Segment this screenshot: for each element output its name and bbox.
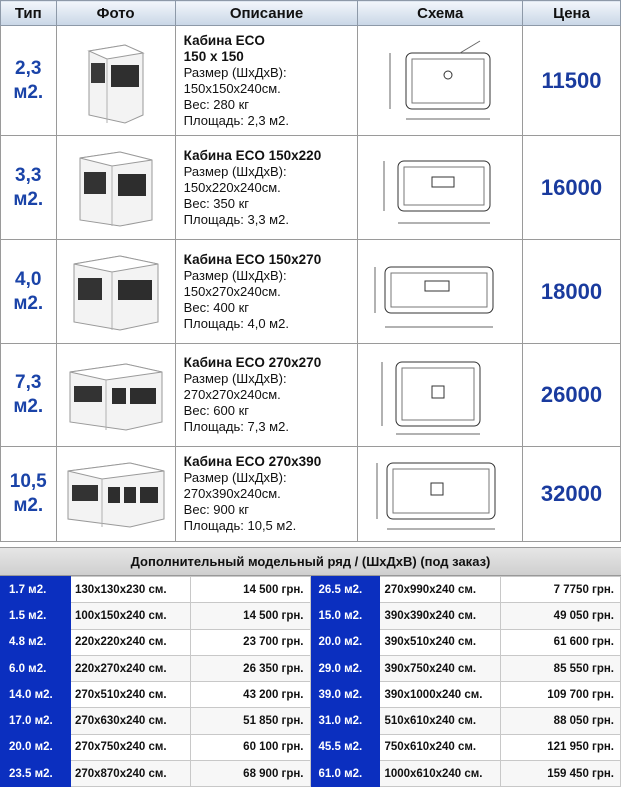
cabin-photo xyxy=(56,344,175,447)
cabin-name: Кабина ECO 150x220 xyxy=(183,147,322,163)
extra-price-left: 43 200 грн. xyxy=(191,682,310,708)
cabin-area-unit: м2. xyxy=(13,188,44,210)
cabin-area: 2,3 xyxy=(15,57,42,79)
extra-size-right: 1000x610x240 см. xyxy=(380,761,501,787)
header-scheme: Схема xyxy=(358,1,523,26)
cabin-row xyxy=(1,240,621,344)
cabin-photo xyxy=(56,447,175,542)
header-price: Цена xyxy=(523,1,621,26)
cabin-photo xyxy=(56,26,175,136)
floor-plan-diagram xyxy=(367,249,513,335)
header-photo: Фото xyxy=(56,1,175,26)
cabin-type xyxy=(1,26,57,136)
cabin-size: 270x390x240см. xyxy=(183,486,281,501)
cabin-row xyxy=(1,344,621,447)
extra-price-right: 49 050 грн. xyxy=(501,603,621,629)
cabin-price: 18000 xyxy=(523,240,621,344)
cabin-description xyxy=(175,240,358,344)
cabin-row xyxy=(1,26,621,136)
extra-price-right: 85 550 грн. xyxy=(501,655,621,681)
extra-area-left: 17.0 м2. xyxy=(1,708,71,734)
extra-area-left: 4.8 м2. xyxy=(1,629,71,655)
cabin-name: Кабина ECO 150x270 xyxy=(183,251,322,267)
catalog-header-row xyxy=(1,1,621,26)
cabin-photo-image xyxy=(70,252,162,332)
extra-size-left: 270x510x240 см. xyxy=(70,682,190,708)
cabin-scheme xyxy=(358,26,523,136)
header-description: Описание xyxy=(175,1,358,26)
cabin-description xyxy=(175,344,358,447)
extra-area-left: 1.5 м2. xyxy=(1,603,71,629)
extra-price-left: 26 350 грн. xyxy=(191,655,310,681)
extra-area-right: 20.0 м2. xyxy=(310,629,380,655)
cabin-area-unit: м2. xyxy=(13,495,44,516)
extra-size-left: 100x150x240 см. xyxy=(70,603,190,629)
cabin-photo-image xyxy=(64,459,168,529)
cabin-scheme xyxy=(358,344,523,447)
extra-size-right: 510x610x240 см. xyxy=(380,708,501,734)
cabin-type xyxy=(1,240,57,344)
cabin-area: 3,3 xyxy=(15,164,42,186)
extra-price-left: 60 100 грн. xyxy=(191,734,310,760)
extra-size-left: 270x630x240 см. xyxy=(70,708,190,734)
header-type: Тип xyxy=(1,1,57,26)
cabin-weight: Вес: 900 кг xyxy=(183,502,250,517)
cabin-name: Кабина ECO 270x270 xyxy=(183,355,322,370)
cabin-size-label: Размер (ШхДхВ): xyxy=(183,267,287,283)
extra-range-row xyxy=(1,655,621,681)
extra-size-right: 390x510x240 см. xyxy=(380,629,501,655)
cabin-scheme xyxy=(358,136,523,240)
cabin-area: 7,3 xyxy=(15,372,42,393)
extra-area-right: 45.5 м2. xyxy=(310,734,380,760)
cabin-description xyxy=(175,26,358,136)
cabin-area: 10,5 xyxy=(9,471,47,492)
cabin-photo xyxy=(56,240,175,344)
extra-range-row xyxy=(1,577,621,603)
cabin-name: Кабина ECO xyxy=(183,32,265,48)
extra-price-right: 159 450 грн. xyxy=(501,761,621,787)
extra-range-body xyxy=(1,577,621,787)
floor-plan-diagram xyxy=(370,35,510,127)
extra-area-right: 31.0 м2. xyxy=(310,708,380,734)
extra-range-table xyxy=(0,576,621,787)
extra-range-row xyxy=(1,761,621,787)
cabin-photo-image xyxy=(66,358,166,432)
cabin-area-unit: м2. xyxy=(13,396,44,417)
cabin-price: 11500 xyxy=(523,26,621,136)
cabin-size-label: Размер (ШхДхВ): xyxy=(183,163,287,179)
extra-size-left: 220x270x240 см. xyxy=(70,655,190,681)
cabin-photo-image xyxy=(81,37,151,125)
cabin-description xyxy=(175,447,358,542)
extra-size-right: 270x990x240 см. xyxy=(380,577,501,603)
extra-area-right: 15.0 м2. xyxy=(310,603,380,629)
extra-area-right: 39.0 м2. xyxy=(310,682,380,708)
cabin-size: 150x270x240см. xyxy=(183,283,281,299)
extra-range-row xyxy=(1,734,621,760)
extra-price-left: 23 700 грн. xyxy=(191,629,310,655)
cabin-price: 32000 xyxy=(523,447,621,542)
extra-range-row xyxy=(1,682,621,708)
cabin-photo xyxy=(56,136,175,240)
cabin-square: Площадь: 2,3 м2. xyxy=(183,112,289,128)
cabin-name-size: 150 x 150 xyxy=(183,48,244,64)
extra-size-right: 390x390x240 см. xyxy=(380,603,501,629)
extra-size-left: 270x870x240 см. xyxy=(70,761,190,787)
extra-area-left: 14.0 м2. xyxy=(1,682,71,708)
cabin-size-label: Размер (ШхДхВ): xyxy=(183,371,287,386)
cabin-square: Площадь: 10,5 м2. xyxy=(183,518,297,533)
extra-range-row xyxy=(1,603,621,629)
cabin-scheme xyxy=(358,240,523,344)
cabin-size: 150x220x240см. xyxy=(183,179,281,195)
extra-area-left: 1.7 м2. xyxy=(1,577,71,603)
cabin-size-label: Размер (ШхДхВ): xyxy=(183,64,287,80)
extra-area-left: 20.0 м2. xyxy=(1,734,71,760)
cabin-scheme xyxy=(358,447,523,542)
cabin-type xyxy=(1,136,57,240)
cabin-size: 270x270x240см. xyxy=(183,387,281,402)
extra-range-row xyxy=(1,708,621,734)
extra-range-row xyxy=(1,629,621,655)
cabin-weight: Вес: 280 кг xyxy=(183,96,250,112)
cabin-square: Площадь: 7,3 м2. xyxy=(183,419,289,434)
extra-size-right: 390x1000x240 см. xyxy=(380,682,501,708)
extra-price-right: 7 7750 грн. xyxy=(501,577,621,603)
extra-price-left: 51 850 грн. xyxy=(191,708,310,734)
cabin-name: Кабина ECO 270x390 xyxy=(183,454,322,469)
cabin-area-unit: м2. xyxy=(13,292,44,314)
cabin-row xyxy=(1,136,621,240)
extra-price-left: 14 500 грн. xyxy=(191,603,310,629)
floor-plan-diagram xyxy=(367,453,513,535)
extra-range-title: Дополнительный модельный ряд / (ШхДхВ) (под заказ) xyxy=(0,547,621,576)
cabin-description xyxy=(175,136,358,240)
extra-size-left: 220x220x240 см. xyxy=(70,629,190,655)
cabin-size: 150x150x240см. xyxy=(183,80,281,96)
extra-size-right: 750x610x240 см. xyxy=(380,734,501,760)
extra-price-left: 14 500 грн. xyxy=(191,577,310,603)
extra-area-left: 23.5 м2. xyxy=(1,761,71,787)
extra-price-right: 61 600 грн. xyxy=(501,629,621,655)
extra-price-right: 109 700 грн. xyxy=(501,682,621,708)
cabin-type xyxy=(1,344,57,447)
extra-price-right: 121 950 грн. xyxy=(501,734,621,760)
extra-size-right: 390x750x240 см. xyxy=(380,655,501,681)
cabin-price: 16000 xyxy=(523,136,621,240)
extra-size-left: 130x130x230 см. xyxy=(70,577,190,603)
cabin-weight: Вес: 400 кг xyxy=(183,299,250,315)
cabin-type xyxy=(1,447,57,542)
cabin-square: Площадь: 4,0 м2. xyxy=(183,315,289,331)
cabin-area-unit: м2. xyxy=(13,81,44,103)
cabin-size-label: Размер (ШхДхВ): xyxy=(183,470,287,485)
extra-area-left: 6.0 м2. xyxy=(1,655,71,681)
extra-price-left: 68 900 грн. xyxy=(191,761,310,787)
extra-size-left: 270x750x240 см. xyxy=(70,734,190,760)
extra-area-right: 29.0 м2. xyxy=(310,655,380,681)
extra-price-right: 88 050 грн. xyxy=(501,708,621,734)
floor-plan-diagram xyxy=(370,145,510,231)
cabin-weight: Вес: 350 кг xyxy=(183,195,250,211)
cabin-weight: Вес: 600 кг xyxy=(183,403,250,418)
cabin-row xyxy=(1,447,621,542)
cabin-photo-image xyxy=(74,148,158,228)
cabin-square: Площадь: 3,3 м2. xyxy=(183,211,289,227)
cabin-price: 26000 xyxy=(523,344,621,447)
extra-area-right: 61.0 м2. xyxy=(310,761,380,787)
cabin-area: 4,0 xyxy=(15,268,42,290)
extra-area-right: 26.5 м2. xyxy=(310,577,380,603)
floor-plan-diagram xyxy=(370,350,510,440)
